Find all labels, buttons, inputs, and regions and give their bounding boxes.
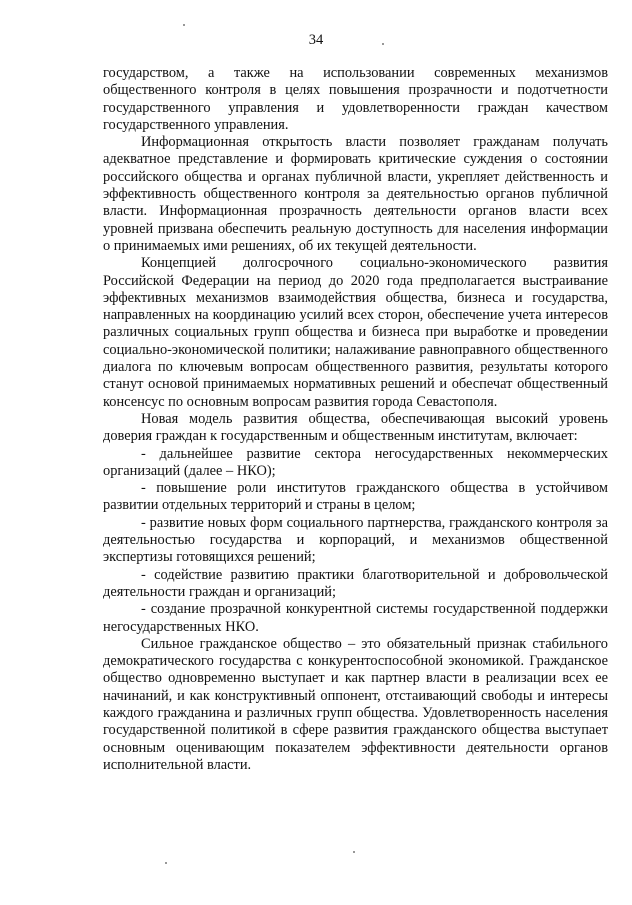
paragraph-civil-society: Сильное гражданское общество – это обязательный признак стабильного демократического государства с конкурентоспособной экономикой. Гражданское общество одновременно выступает и как партнер власти в реализации всех ее начинаний, и как конструктивный оппонент, отстаивающий свободы и интересы каждого гражданина и различных групп общества. Удовлетворенность населения государственной политикой в сфере развития гражданского общества выступает основным оценивающим показателем эффективности деятельности органов исполнительной власти. bbox=[103, 635, 608, 773]
paragraph-information-openness: Информационная открытость власти позволяет гражданам получать адекватное представление и формировать критические суждения о состоянии российского общества и органах публичной власти, укрепляет действенность и эффективность общественного контроля за деятельностью органов публичной власти. Информационная прозрачность деятельности органов власти всех уровней призвана обеспечить реальную доступность для населения информации о принимаемых ими решениях, об их текущей деятельности. bbox=[103, 134, 608, 254]
paragraph-development-concept: Концепцией долгосрочного социально-экономического развития Российской Федерации на период до 2020 года предполагается выстраивание эффективных механизмов взаимодействия общества, бизнеса и государства, направленных на координацию усилий всех сторон, обеспечение учета интересов различных социальных групп общества и бизнеса при выработке и проведении социально-экономической политики; налаживание равноправного общественного диалога по ключевым вопросам общественного развития, результаты которого станут основой принимаемых нормативных решений и обеспечат общественный консенсус по основным вопросам развития города Севастополя. bbox=[103, 255, 608, 410]
paragraph-new-model: Новая модель развития общества, обеспечивающая высокий уровень доверия граждан к государственным и общественным институтам, включает: bbox=[103, 410, 608, 445]
measures-list bbox=[103, 446, 608, 636]
scan-speck bbox=[382, 43, 384, 45]
scan-speck bbox=[183, 24, 185, 26]
list-item: - содействие развитию практики благотворительной и добровольческой деятельности граждан и организаций; bbox=[103, 566, 608, 600]
paragraph-continuation: государством, а также на использовании современных механизмов общественного контроля в целях повышения прозрачности и подотчетности государственного управления и удовлетворенности граждан качеством государственного управления. bbox=[103, 65, 608, 133]
scan-speck bbox=[165, 862, 167, 864]
scan-speck bbox=[353, 851, 355, 853]
list-item: - создание прозрачной конкурентной системы государственной поддержки негосударственных НКО. bbox=[103, 601, 608, 635]
page-number: 34 bbox=[308, 32, 324, 48]
document-body bbox=[103, 65, 608, 774]
list-item: - повышение роли институтов гражданского общества в устойчивом развитии отдельных территорий и страны в целом; bbox=[103, 480, 608, 514]
list-item: - дальнейшее развитие сектора негосударственных некоммерческих организаций (далее – НКО); bbox=[103, 445, 608, 479]
list-item: - развитие новых форм социального партнерства, гражданского контроля за деятельностью государства и корпораций, и механизмов общественной экспертизы готовящихся решений; bbox=[103, 514, 608, 566]
